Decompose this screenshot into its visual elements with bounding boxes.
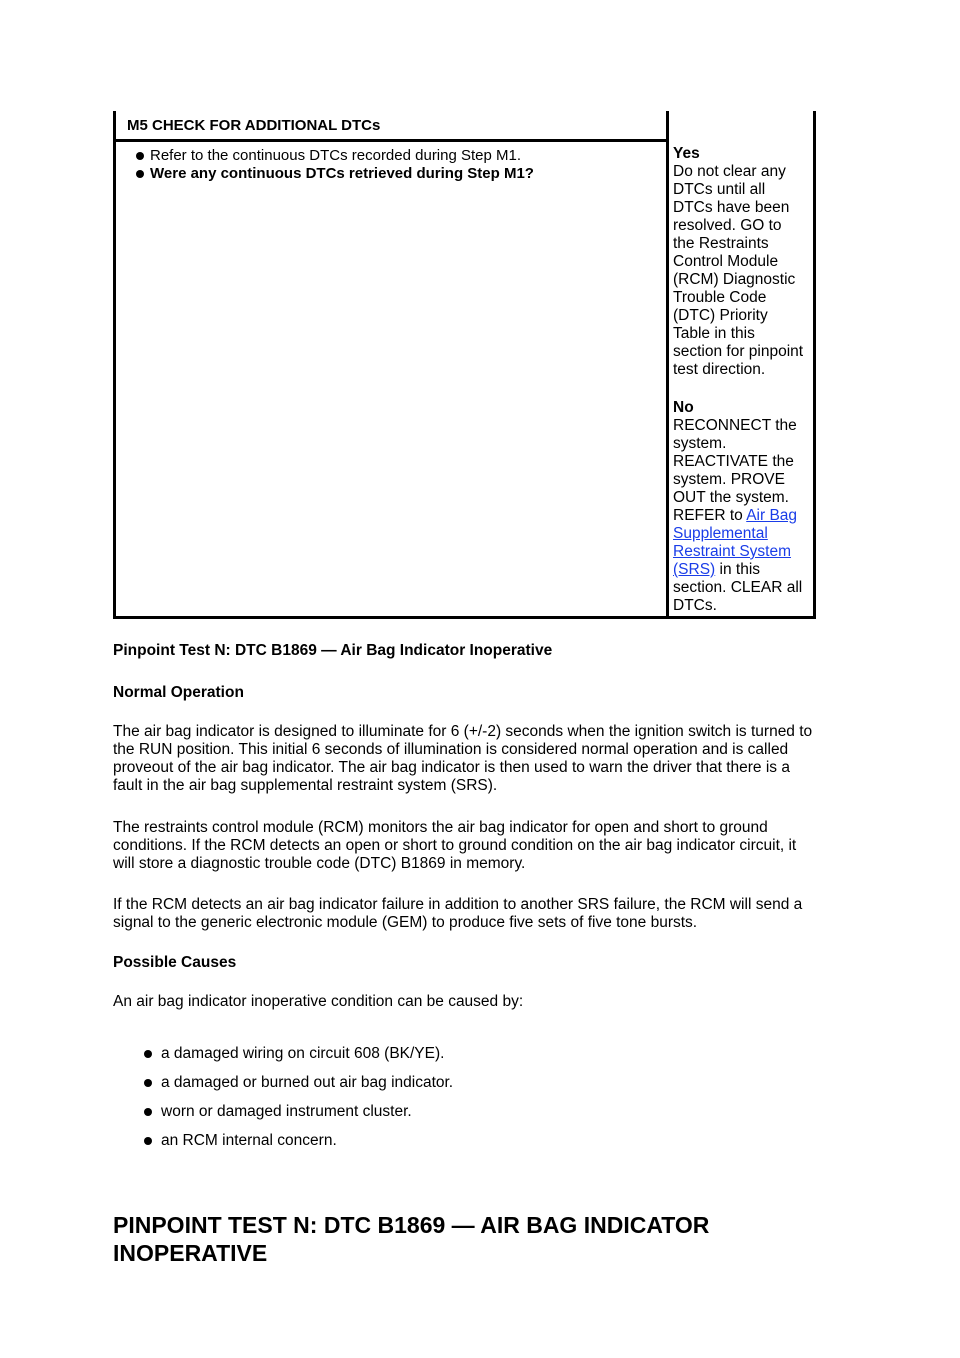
bullet-icon [144, 1050, 152, 1058]
paragraph-line: signal to the generic electronic module (GEM) to produce five sets of five tone bursts. [113, 914, 698, 931]
yes-line: section for pinpoint [673, 343, 804, 360]
no-line: REACTIVATE the [673, 453, 794, 470]
cause-text: a damaged wiring on circuit 608 (BK/YE). [161, 1045, 445, 1062]
step-instructions [150, 147, 534, 183]
paragraph-line: fault in the air bag supplemental restraint system (SRS). [113, 777, 498, 794]
yes-line: DTCs until all [673, 181, 766, 198]
cause-text: worn or damaged instrument cluster. [161, 1103, 412, 1120]
no-line: DTCs. [673, 597, 717, 614]
step-question [150, 165, 534, 183]
yes-line: (DTC) Priority [673, 307, 768, 324]
paragraph-line: The air bag indicator is designed to illuminate for 6 (+/-2) seconds when the ignition switch is turned to [113, 723, 813, 740]
paragraph-line: If the RCM detects an air bag indicator failure in addition to another SRS failure, the RCM will send a [113, 896, 803, 913]
no-refer-line [673, 507, 815, 525]
cause-text: a damaged or burned out air bag indicator. [161, 1074, 454, 1091]
no-label: No [673, 399, 694, 416]
step-instruction-text: Refer to the continuous DTCs recorded during Step M1. [150, 147, 522, 164]
paragraph-line: The restraints control module (RCM) monitors the air bag indicator for open and short to ground [113, 819, 768, 836]
srs-link[interactable]: Air Bag [746, 507, 798, 524]
link-line [673, 561, 815, 579]
spacer [673, 379, 815, 399]
table-border-bottom [113, 616, 816, 619]
no-line: system. PROVE [673, 471, 785, 488]
yes-line: Control Module [673, 253, 779, 270]
link-line [673, 543, 815, 561]
pinpoint-test-heading [113, 1211, 813, 1267]
list-item [161, 1132, 453, 1150]
list-item [161, 1074, 453, 1092]
table-header-rule [113, 139, 669, 142]
link-tail-text: in this [719, 561, 761, 578]
bullet-icon [144, 1079, 152, 1087]
paragraph-line: proveout of the air bag indicator. The air bag indicator is then used to warn the driver that there is a [113, 759, 790, 776]
yes-line: test direction. [673, 361, 766, 378]
paragraph-rcm-monitoring [113, 819, 853, 873]
table-divider [666, 111, 669, 619]
heading-line: INOPERATIVE [113, 1240, 268, 1266]
bullet-icon [136, 170, 144, 178]
causes-list [161, 1045, 453, 1150]
paragraph-line: conditions. If the RCM detects an open or short to ground condition on the air bag indicator circuit, it [113, 837, 797, 854]
bullet-icon [136, 152, 144, 160]
srs-link[interactable]: Supplemental [673, 525, 768, 542]
yes-line: (RCM) Diagnostic [673, 271, 796, 288]
step-title: M5 CHECK FOR ADDITIONAL DTCs [127, 117, 381, 134]
yes-line: resolved. GO to [673, 217, 782, 234]
paragraph-rcm-failure [113, 896, 853, 932]
causes-intro: An air bag indicator inoperative condition can be caused by: [113, 993, 524, 1010]
diagnostic-step-table [113, 111, 817, 619]
yes-line: Trouble Code [673, 289, 767, 306]
yes-line: the Restraints [673, 235, 769, 252]
link-line [673, 525, 815, 543]
list-item [161, 1045, 453, 1063]
normal-operation-heading: Normal Operation [113, 684, 244, 701]
no-line: OUT the system. [673, 489, 789, 506]
table-border-left [113, 111, 116, 619]
paragraph-normal-operation [113, 723, 853, 795]
no-line: system. [673, 435, 727, 452]
yes-label: Yes [673, 145, 700, 162]
paragraph-line: will store a diagnostic trouble code (DTC) B1869 in memory. [113, 855, 526, 872]
bullet-icon [144, 1137, 152, 1145]
refer-text: REFER to [673, 507, 743, 524]
section-title: Pinpoint Test N: DTC B1869 — Air Bag Indicator Inoperative [113, 642, 553, 659]
cause-text: an RCM internal concern. [161, 1132, 337, 1149]
heading-line: PINPOINT TEST N: DTC B1869 — AIR BAG INDICATOR [113, 1212, 710, 1238]
step-instruction [150, 147, 534, 165]
no-line: section. CLEAR all [673, 579, 803, 596]
result-cell [673, 145, 815, 615]
bullet-icon [144, 1108, 152, 1116]
srs-link[interactable]: (SRS) [673, 561, 716, 578]
paragraph-line: the RUN position. This initial 6 seconds of illumination is considered normal operation and is called [113, 741, 789, 758]
list-item [161, 1103, 453, 1121]
step-question-text: Were any continuous DTCs retrieved during Step M1? [150, 165, 534, 182]
yes-line: DTCs have been [673, 199, 790, 216]
yes-line: Do not clear any [673, 163, 786, 180]
no-line: RECONNECT the [673, 417, 797, 434]
srs-link[interactable]: Restraint System [673, 543, 792, 560]
possible-causes-heading: Possible Causes [113, 954, 237, 971]
yes-line: Table in this [673, 325, 755, 342]
